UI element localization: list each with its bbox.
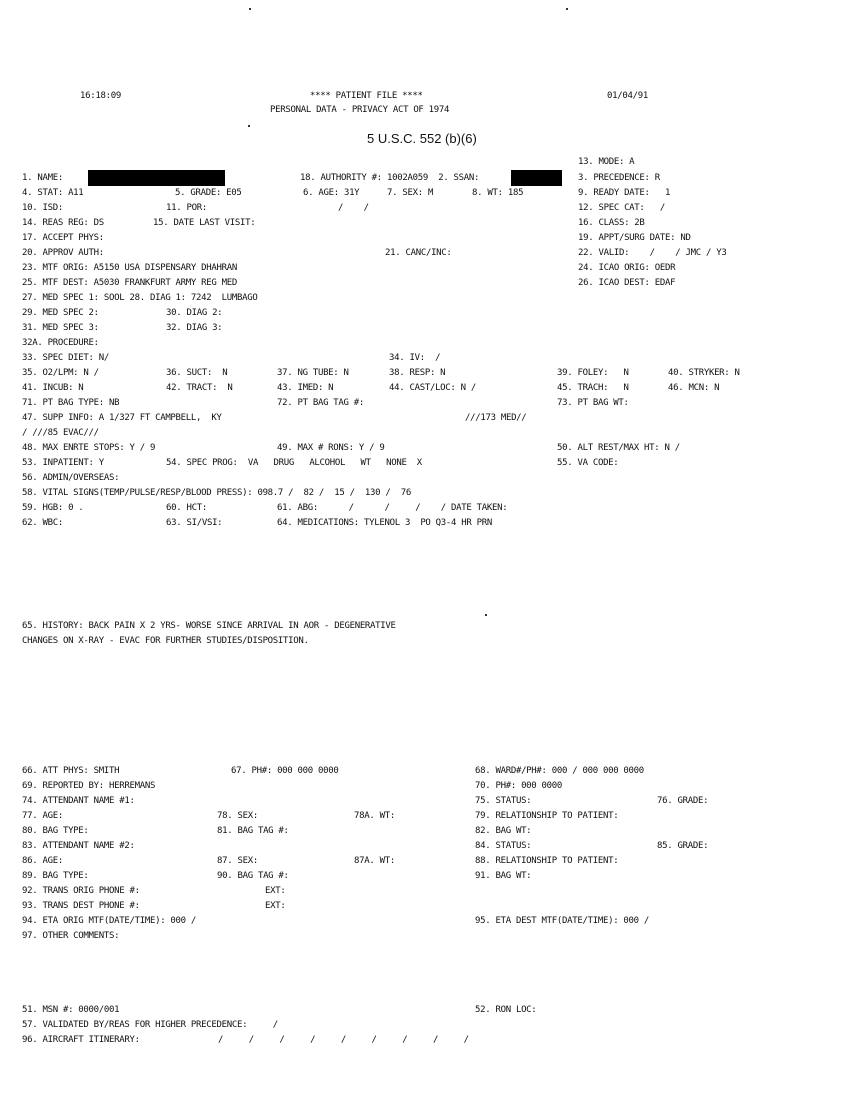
field-wt: 8. WT: 185 — [472, 188, 524, 198]
field-attendant-2-bag-type: 89. BAG TYPE: — [22, 871, 89, 881]
field-attendant-2-relationship: 88. RELATIONSHIP TO PATIENT: — [475, 856, 619, 866]
field-mode: 13. MODE: A — [578, 157, 635, 167]
field-max-enrte-stops: 48. MAX ENRTE STOPS: Y / 9 — [22, 443, 156, 453]
field-attendant-2-grade: 85. GRADE: — [657, 841, 709, 851]
field-sex: 7. SEX: M — [387, 188, 434, 198]
field-attendant-1-bag-type: 80. BAG TYPE: — [22, 826, 89, 836]
field-procedure: 32A. PROCEDURE: — [22, 338, 99, 348]
field-hct: 60. HCT: — [166, 503, 207, 513]
field-attendant-1-name: 74. ATTENDANT NAME #1: — [22, 796, 135, 806]
field-attendant-2-wt: 87A. WT: — [354, 856, 395, 866]
field-mtf-dest: 25. MTF DEST: A5030 FRANKFURT ARMY REG MED — [22, 278, 237, 288]
field-aircraft-itinerary-values: / / / / / / / / / — [218, 1035, 469, 1045]
field-attendant-1-age: 77. AGE: — [22, 811, 63, 821]
field-spec-prog: 54. SPEC PROG: VA DRUG ALCOHOL WT NONE X — [166, 458, 422, 468]
field-history: 65. HISTORY: BACK PAIN X 2 YRS- WORSE SINCE ARRIVAL IN AOR - DEGENERATIVE — [22, 621, 396, 631]
field-suct: 36. SUCT: N — [166, 368, 228, 378]
field-foley: 39. FOLEY: N — [557, 368, 629, 378]
field-incub: 41. INCUB: N — [22, 383, 84, 393]
field-attendant-1-status: 75. STATUS: — [475, 796, 532, 806]
field-icao-orig: 24. ICAO ORIG: OEDR — [578, 263, 676, 273]
field-tract: 42. TRACT: N — [166, 383, 233, 393]
field-pt-bag-wt: 73. PT BAG WT: — [557, 398, 629, 408]
field-trans-orig-ext: EXT: — [265, 886, 286, 896]
field-attendant-1-bag-wt: 82. BAG WT: — [475, 826, 532, 836]
field-precedence: 3. PRECEDENCE: R — [578, 173, 660, 183]
field-medications: 64. MEDICATIONS: TYLENOL 3 PO Q3-4 HR PRN — [277, 518, 492, 528]
field-admin-overseas: 56. ADMIN/OVERSEAS: — [22, 473, 120, 483]
field-supp-info-line-2: / ///85 EVAC/// — [22, 428, 99, 438]
field-attendant-1-wt: 78A. WT: — [354, 811, 395, 821]
field-med-spec-2: 29. MED SPEC 2: — [22, 308, 99, 318]
field-hgb: 59. HGB: 0 . — [22, 503, 84, 513]
field-reporter-phone: 70. PH#: 000 0000 — [475, 781, 563, 791]
field-med-spec-1-diag-1: 27. MED SPEC 1: SOOL 28. DIAG 1: 7242 LUMBAGO — [22, 293, 258, 303]
field-reported-by: 69. REPORTED BY: HERREMANS — [22, 781, 156, 791]
field-wbc: 62. WBC: — [22, 518, 63, 528]
field-stryker: 40. STRYKER: N — [668, 368, 740, 378]
field-name: 1. NAME: — [22, 173, 63, 183]
scan-speck — [485, 614, 487, 616]
field-mtf-orig: 23. MTF ORIG: A5150 USA DISPENSARY DHAHRAN — [22, 263, 237, 273]
field-pt-bag-type: 71. PT BAG TYPE: NB — [22, 398, 120, 408]
field-att-phys: 66. ATT PHYS: SMITH — [22, 766, 120, 776]
field-med-spec-3: 31. MED SPEC 3: — [22, 323, 99, 333]
field-icao-dest: 26. ICAO DEST: EDAF — [578, 278, 676, 288]
field-aircraft-itinerary: 96. AIRCRAFT ITINERARY: — [22, 1035, 140, 1045]
ssan-redaction — [511, 170, 562, 186]
field-attendant-2-name: 83. ATTENDANT NAME #2: — [22, 841, 135, 851]
scan-speck — [249, 8, 251, 10]
field-eta-dest-mtf: 95. ETA DEST MTF(DATE/TIME): 000 / — [475, 916, 650, 926]
field-ready-date: 9. READY DATE: 1 — [578, 188, 671, 198]
field-attendant-2-bag-wt: 91. BAG WT: — [475, 871, 532, 881]
field-reas-reg: 14. REAS REG: DS — [22, 218, 104, 228]
field-pt-bag-tag: 72. PT BAG TAG #: — [277, 398, 365, 408]
field-resp: 38. RESP: N — [389, 368, 446, 378]
field-attendant-1-sex: 78. SEX: — [217, 811, 258, 821]
field-spec-cat: 12. SPEC CAT: / — [578, 203, 666, 213]
field-trans-dest-ext: EXT: — [265, 901, 286, 911]
field-attendant-2-bag-tag: 90. BAG TAG #: — [217, 871, 289, 881]
field-max-rons: 49. MAX # RONS: Y / 9 — [277, 443, 385, 453]
field-canc-inc: 21. CANC/INC: — [385, 248, 452, 258]
field-ng-tube: 37. NG TUBE: N — [277, 368, 349, 378]
field-alt-rest: 50. ALT REST/MAX HT: N / — [557, 443, 680, 453]
field-attendant-2-status: 84. STATUS: — [475, 841, 532, 851]
field-spec-diet: 33. SPEC DIET: N/ — [22, 353, 110, 363]
field-si-vsi: 63. SI/VSI: — [166, 518, 223, 528]
field-abg: 61. ABG: / / / / DATE TAKEN: — [277, 503, 508, 513]
field-va-code: 55. VA CODE: — [557, 458, 619, 468]
field-supp-info-cont: ///173 MED// — [465, 413, 527, 423]
field-iv: 34. IV: / — [389, 353, 441, 363]
field-diag-3: 32. DIAG 3: — [166, 323, 223, 333]
field-other-comments: 97. OTHER COMMENTS: — [22, 931, 120, 941]
field-por-date: / / — [338, 203, 369, 213]
scan-speck — [566, 8, 568, 10]
field-eta-orig-mtf: 94. ETA ORIG MTF(DATE/TIME): 000 / — [22, 916, 197, 926]
field-stat: 4. STAT: A11 — [22, 188, 84, 198]
scan-speck — [248, 125, 250, 127]
field-trans-orig-phone: 92. TRANS ORIG PHONE #: — [22, 886, 140, 896]
field-isd: 10. ISD: — [22, 203, 63, 213]
field-cast-loc: 44. CAST/LOC: N / — [389, 383, 477, 393]
field-grade: 5. GRADE: E05 — [175, 188, 242, 198]
field-trach: 45. TRACH: N — [557, 383, 629, 393]
field-class: 16. CLASS: 2B — [578, 218, 645, 228]
document-title: **** PATIENT FILE **** — [310, 91, 423, 101]
field-o2-lpm: 35. O2/LPM: N / — [22, 368, 99, 378]
field-accept-phys: 17. ACCEPT PHYS: — [22, 233, 104, 243]
field-appt-surg-date: 19. APPT/SURG DATE: ND — [578, 233, 691, 243]
exemption-stamp: 5 U.S.C. 552 (b)(6) — [367, 131, 477, 146]
field-attendant-1-grade: 76. GRADE: — [657, 796, 709, 806]
field-ron-loc: 52. RON LOC: — [475, 1005, 537, 1015]
field-ward-phone: 68. WARD#/PH#: 000 / 000 000 0000 — [475, 766, 644, 776]
field-por: 11. POR: — [166, 203, 207, 213]
field-valid: 22. VALID: / / JMC / Y3 — [578, 248, 727, 258]
field-authority-ssan: 18. AUTHORITY #: 1002A059 2. SSAN: — [300, 173, 480, 183]
field-trans-dest-phone: 93. TRANS DEST PHONE #: — [22, 901, 140, 911]
field-attendant-2-age: 86. AGE: — [22, 856, 63, 866]
field-attendant-1-relationship: 79. RELATIONSHIP TO PATIENT: — [475, 811, 619, 821]
field-att-phys-phone: 67. PH#: 000 000 0000 — [231, 766, 339, 776]
field-attendant-2-sex: 87. SEX: — [217, 856, 258, 866]
field-diag-2: 30. DIAG 2: — [166, 308, 223, 318]
field-validated-by: 57. VALIDATED BY/REAS FOR HIGHER PRECEDENCE: / — [22, 1020, 278, 1030]
field-age: 6. AGE: 31Y — [303, 188, 360, 198]
field-history-cont: CHANGES ON X-RAY - EVAC FOR FURTHER STUDIES/DISPOSITION. — [22, 636, 309, 646]
print-time: 16:18:09 — [80, 91, 121, 101]
field-approv-auth: 20. APPROV AUTH: — [22, 248, 104, 258]
field-attendant-1-bag-tag: 81. BAG TAG #: — [217, 826, 289, 836]
field-supp-info: 47. SUPP INFO: A 1/327 FT CAMPBELL, KY — [22, 413, 222, 423]
name-redaction — [88, 170, 225, 186]
print-date: 01/04/91 — [607, 91, 648, 101]
field-inpatient: 53. INPATIENT: Y — [22, 458, 104, 468]
document-subtitle: PERSONAL DATA - PRIVACY ACT OF 1974 — [270, 105, 450, 115]
field-mcn: 46. MCN: N — [668, 383, 720, 393]
field-msn: 51. MSN #: 0000/001 — [22, 1005, 120, 1015]
field-date-last-visit: 15. DATE LAST VISIT: — [153, 218, 256, 228]
field-imed: 43. IMED: N — [277, 383, 334, 393]
field-vital-signs: 58. VITAL SIGNS(TEMP/PULSE/RESP/BLOOD PRESS): 098.7 / 82 / 15 / 130 / 76 — [22, 488, 412, 498]
